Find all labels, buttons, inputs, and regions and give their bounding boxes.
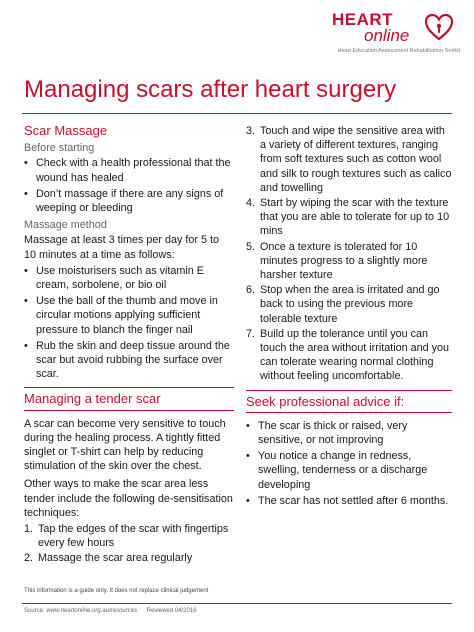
heart-icon <box>424 12 454 42</box>
list-item <box>246 196 452 239</box>
step-number: 6. <box>246 284 256 297</box>
list-item <box>246 240 452 283</box>
list-item: • Don’t massage if there are any signs of weeping or bleeding <box>24 187 234 215</box>
footer-divider <box>22 603 452 604</box>
section-divider <box>24 410 234 411</box>
page-title: Managing scars after heart surgery <box>24 76 397 103</box>
heartonline-logo[interactable] <box>320 10 460 60</box>
professional-advice-list <box>246 419 452 508</box>
logo-tagline: Heart Education Assessment Rehabilitation Toolkit <box>337 48 460 54</box>
title-divider <box>22 113 452 114</box>
desensitisation-intro: Other ways to make the scar area less tender include the following de-sensitisation techniques: <box>24 478 233 519</box>
step-text: Massage the scar area regularly <box>38 552 193 565</box>
desensitisation-steps-left <box>24 522 234 566</box>
step-number: 4. <box>246 197 256 210</box>
massage-method-heading: Massage method <box>24 219 107 232</box>
step-number: 2. <box>24 552 34 565</box>
step-number: 3. <box>246 125 256 137</box>
section-divider <box>246 390 452 391</box>
left-column <box>24 124 234 568</box>
section-divider <box>246 412 452 413</box>
logo-online-text: online <box>364 26 410 45</box>
step-number: 7. <box>246 327 256 340</box>
list-item: • You notice a change in redness, swelling, tenderness or a discharge developing <box>246 449 452 492</box>
scar-massage-heading: Scar Massage <box>24 123 108 138</box>
step-text: Build up the tolerance until you can touch the area without irritation and you can tolerate wearing normal clothing without feeling uncomfortable. <box>260 327 450 383</box>
list-item: • Use the ball of the thumb and move in circular motions applying sufficient pressure to blanch the finger nail <box>24 294 234 337</box>
step-number: 5. <box>246 240 256 253</box>
list-item <box>24 522 234 550</box>
footer-source <box>24 608 196 614</box>
logo-heart-text: HEART <box>332 10 394 29</box>
reviewed-date: Reviewed 04/2016 <box>146 608 197 614</box>
step-text: Once a texture is tolerated for 10 minutes progress to a slightly more harsher texture <box>260 240 428 282</box>
section-divider <box>24 387 234 388</box>
step-text: Tap the edges of the scar with fingertips every few hours <box>38 523 229 550</box>
list-item: • The scar has not settled after 6 months. <box>246 494 452 508</box>
massage-method-intro: Massage at least 3 times per day for 5 to 10 minutes at a time as follows: <box>24 234 220 261</box>
desensitisation-steps-right <box>246 124 452 384</box>
list-item <box>246 327 452 384</box>
before-starting-list <box>24 156 234 215</box>
professional-advice-heading: Seek professional advice if: <box>246 393 405 409</box>
disclaimer-note: This information is a guide only. It does not replace clinical judgement <box>24 588 209 594</box>
step-text: Touch and wipe the sensitive area with a variety of different textures, ranging from soft textures such as cotton wool and silk to rough textures such as calico and towelling <box>260 125 452 194</box>
before-starting-heading: Before starting <box>24 142 95 155</box>
tender-scar-heading: Managing a tender scar <box>24 391 161 407</box>
list-item: • Use moisturisers such as vitamin E cream, sorbolene, or bio oil <box>24 264 234 292</box>
list-item <box>24 551 234 565</box>
source-link[interactable]: www.heartonline.org.au/resources <box>46 608 138 614</box>
source-label: Source: <box>24 608 45 614</box>
list-item <box>246 283 452 326</box>
list-item: • Check with a health professional that the wound has healed <box>24 156 234 184</box>
massage-method-list <box>24 264 234 382</box>
step-number: 1. <box>24 523 34 536</box>
tender-scar-paragraph: A scar can become very sensitive to touch during the healing process. A tightly fitted singlet or T-shirt can help by reducing stimulation of the skin over the chest. <box>24 417 226 473</box>
list-item: • The scar is thick or raised, very sensitive, or not improving <box>246 419 452 447</box>
list-item <box>246 124 452 195</box>
step-text: Stop when the area is irritated and go back to using the previous more tolerable texture <box>260 284 440 325</box>
list-item: • Rub the skin and deep tissue around the scar but avoid rubbing the surface over scar. <box>24 339 234 382</box>
step-text: Start by wiping the scar with the texture that you are able to tolerate for up to 10 mins <box>260 197 450 238</box>
right-column <box>246 124 452 510</box>
